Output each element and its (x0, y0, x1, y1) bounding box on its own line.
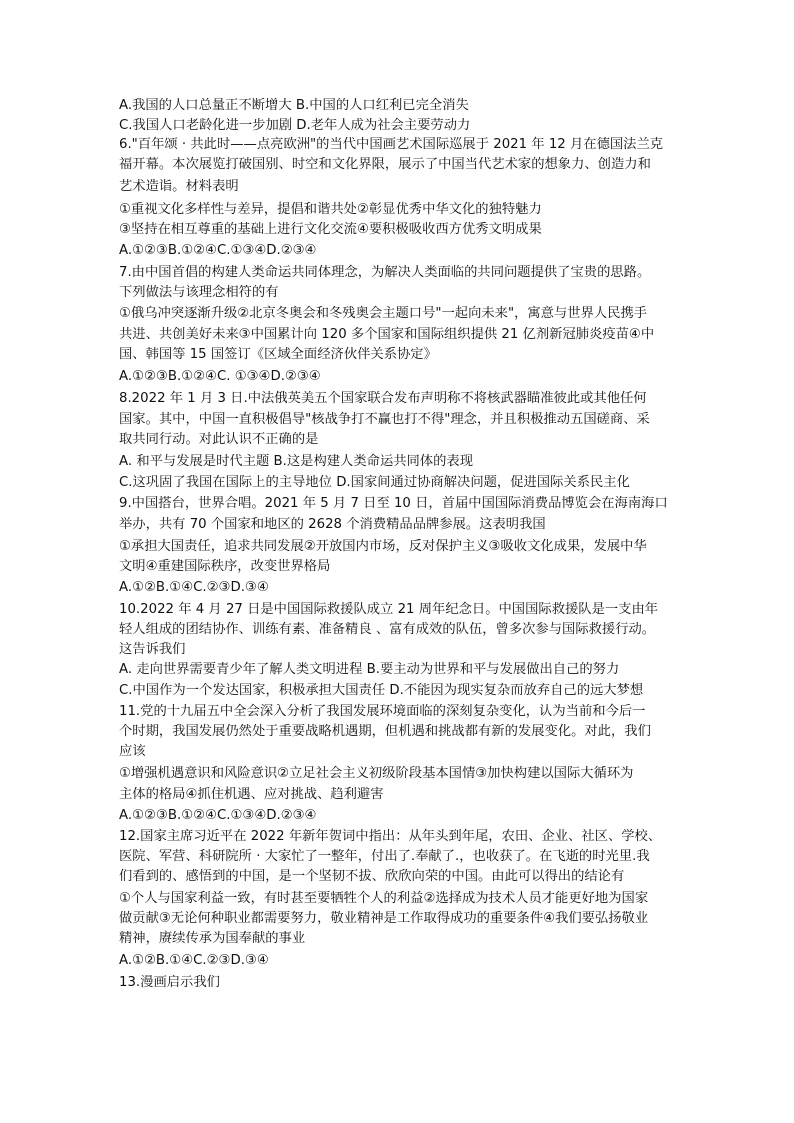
text-line: C.我国人口老龄化进一步加剧 D.老年人成为社会主要劳动力 (119, 118, 471, 133)
text-line: A.①②B.①④C.②③D.③④ (119, 580, 269, 595)
text-line: 国家。其中，中国一直积极倡导"核战争打不赢也打不得"理念，并且积极推动五国磋商、采 (119, 412, 650, 427)
text-line: A.①②③B.①②④C.①③④D.②③④ (119, 243, 317, 258)
text-line: ③坚持在相互尊重的基础上进行文化交流④要积极吸收西方优秀文明成果 (119, 222, 542, 237)
text-line: A.我国的人口总量正不断增大 B.中国的人口红利已完全消失 (119, 98, 469, 113)
text-line: 福开幕。本次展览打破国别、时空和文化界限，展示了中国当代艺术家的想象力、创造力和 (119, 157, 651, 172)
text-line: A. 和平与发展是时代主题 B.这是构建人类命运共同体的表现 (119, 454, 474, 469)
text-line: 医院、军营、科研院所 · 大家忙了一整年，付出了.奉献了.，也收获了。在飞逝的时光里.我 (119, 849, 650, 864)
text-line: A. 走向世界需要青少年了解人类文明进程 B.要主动为世界和平与发展做出自己的努力 (119, 662, 620, 677)
text-line: 这告诉我们 (119, 642, 186, 657)
text-line: 主体的格局④抓住机遇、应对挑战、趋利避害 (119, 787, 384, 802)
text-line: 们看到的、感悟到的中国，是一个坚韧不拔、欣欣向荣的中国。由此可以得出的结论有 (119, 869, 625, 884)
text-line: 8.2022 年 1 月 3 日.中法俄英美五个国家联合发布声明称不将核武器瞄准彼此或其他任何 (119, 391, 647, 406)
text-line: 10.2022 年 4 月 27 日是中国国际救援队成立 21 周年纪念日。中国国际救援队是一支由年 (119, 602, 659, 617)
text-line: 共进、共创美好未来③中国累计向 120 多个国家和国际组织提供 21 亿剂新冠肺炎疫苗④中 (119, 327, 655, 342)
text-line: 做贡献③无论何种职业都需要努力，敬业精神是工作取得成功的重要条件④我们要弘扬敬业 (119, 911, 649, 926)
text-line: 国、韩国等 15 国签订《区域全面经济伙伴关系协定》 (119, 347, 437, 362)
text-line: ①重视文化多样性与差异，提倡和谐共处②彰显优秀中华文化的独特魅力 (119, 202, 542, 217)
text-line: A.①②B.①④C.②③D.③④ (119, 953, 269, 968)
text-line: C.中国作为一个发达国家，积极承担大国责任 D.不能因为现实复杂而放弃自己的远大梦想 (119, 683, 644, 698)
text-line: ①俄乌冲突逐渐升级②北京冬奥会和冬残奥会主题口号"一起向未来"，寓意与世界人民携手 (119, 306, 648, 321)
text-line: A.①②③B.①②④C.①③④D.②③④ (119, 808, 317, 823)
text-line: 个时期，我国发展仍然处于重要战略机遇期，但机遇和挑战都有新的发展变化。对此，我们 (119, 724, 651, 739)
text-line: 艺术造诣。材料表明 (119, 179, 239, 194)
text-line: 13.漫画启示我们 (119, 975, 220, 990)
text-line: 轻人组成的团结协作、训练有素、准备精良 、富有成效的队伍，曾多次参与国际救援行动。 (119, 622, 656, 637)
text-line: 精神，赓续传承为国奉献的事业 (119, 931, 306, 946)
text-line: 12.国家主席习近平在 2022 年新年贺词中指出：从年头到年尾，农田、企业、社区、学校、 (119, 829, 662, 844)
text-line: ①增强机遇意识和风险意识②立足社会主义初级阶段基本国情③加快构建以国际大循环为 (119, 766, 634, 781)
text-line: 应该 (119, 744, 146, 759)
text-line: ①承担大国责任，追求共同发展②开放国内市场，反对保护主义③吸收文化成果，发展中华 (119, 539, 647, 554)
text-line: 文明④重建国际秩序，改变世界格局 (119, 559, 331, 574)
text-line: 取共同行动。对此认识不正确的是 (119, 432, 319, 447)
text-line: ①个人与国家利益一致，有时甚至要牺牲个人的利益②选择成为技术人员才能更好地为国家 (119, 891, 649, 906)
text-line: 7.由中国首倡的构建人类命运共同体理念，为解决人类面临的共同问题提供了宝贵的思路。 (119, 265, 651, 280)
text-line: 9.中国搭台，世界合唱。2021 年 5 月 7 日至 10 日，首届中国国际消费品博览会在海南海口 (119, 496, 668, 511)
text-line: C.这巩固了我国在国际上的主导地位 D.国家间通过协商解决问题，促进国际关系民主化 (119, 475, 630, 490)
text-line: 举办，共有 70 个国家和地区的 2628 个消费精品品牌参展。这表明我国 (119, 517, 546, 532)
text-line: 下列做法与该理念相符的有 (119, 285, 279, 300)
text-line: 6."百年颂 · 共此时——点亮欧洲"的当代中国画艺术国际巡展于 2021 年 12 月在德国法兰克 (119, 137, 664, 152)
text-line: 11.党的十九届五中全会深入分析了我国发展环境面临的深刻复杂变化，认为当前和今后一 (119, 704, 646, 719)
text-line: A.①②③B.①②④C. ①③④D.②③④ (119, 369, 321, 384)
